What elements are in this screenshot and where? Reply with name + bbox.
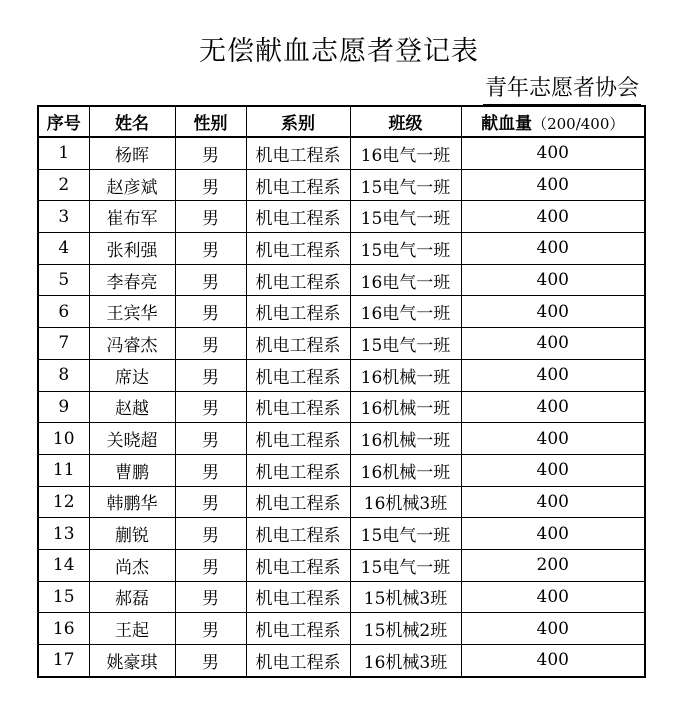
cell-no: 8 — [38, 359, 89, 391]
cell-no: 1 — [38, 137, 89, 169]
cell-no: 13 — [38, 518, 89, 550]
header-gender: 性别 — [175, 106, 246, 137]
header-no: 序号 — [38, 106, 89, 137]
cell-name: 赵彦斌 — [89, 169, 175, 201]
cell-class: 15电气一班 — [350, 233, 461, 265]
table-row — [38, 391, 645, 423]
cell-gender: 男 — [175, 645, 246, 677]
cell-no: 2 — [38, 169, 89, 201]
cell-amount: 400 — [461, 581, 645, 613]
cell-name: 冯睿杰 — [89, 328, 175, 360]
cell-department: 机电工程系 — [246, 454, 350, 486]
cell-gender: 男 — [175, 264, 246, 296]
cell-class: 16电气一班 — [350, 296, 461, 328]
cell-department: 机电工程系 — [246, 391, 350, 423]
table-row — [38, 359, 645, 391]
cell-gender: 男 — [175, 423, 246, 455]
table-row — [38, 201, 645, 233]
cell-department: 机电工程系 — [246, 201, 350, 233]
volunteer-register-table — [37, 105, 646, 678]
cell-name: 赵越 — [89, 391, 175, 423]
cell-gender: 男 — [175, 391, 246, 423]
cell-class: 15电气一班 — [350, 518, 461, 550]
cell-gender: 男 — [175, 328, 246, 360]
cell-name: 郝磊 — [89, 581, 175, 613]
cell-amount: 400 — [461, 169, 645, 201]
cell-gender: 男 — [175, 454, 246, 486]
cell-department: 机电工程系 — [246, 613, 350, 645]
cell-class: 16机械3班 — [350, 486, 461, 518]
cell-department: 机电工程系 — [246, 233, 350, 265]
cell-department: 机电工程系 — [246, 549, 350, 581]
cell-class: 16机械一班 — [350, 454, 461, 486]
cell-no: 15 — [38, 581, 89, 613]
cell-gender: 男 — [175, 613, 246, 645]
cell-amount: 400 — [461, 264, 645, 296]
header-class: 班级 — [350, 106, 461, 137]
cell-no: 3 — [38, 201, 89, 233]
cell-name: 尚杰 — [89, 549, 175, 581]
cell-gender: 男 — [175, 359, 246, 391]
table-body — [38, 137, 645, 677]
cell-name: 王起 — [89, 613, 175, 645]
cell-name: 李春亮 — [89, 264, 175, 296]
cell-amount: 400 — [461, 233, 645, 265]
cell-department: 机电工程系 — [246, 518, 350, 550]
table-row — [38, 613, 645, 645]
cell-class: 15电气一班 — [350, 169, 461, 201]
cell-no: 4 — [38, 233, 89, 265]
cell-gender: 男 — [175, 233, 246, 265]
cell-name: 张利强 — [89, 233, 175, 265]
cell-amount: 400 — [461, 328, 645, 360]
table-row — [38, 328, 645, 360]
cell-gender: 男 — [175, 296, 246, 328]
table-row — [38, 581, 645, 613]
cell-class: 16电气一班 — [350, 264, 461, 296]
header-department: 系别 — [246, 106, 350, 137]
cell-class: 16机械一班 — [350, 359, 461, 391]
table-row — [38, 423, 645, 455]
cell-class: 15电气一班 — [350, 201, 461, 233]
cell-name: 韩鹏华 — [89, 486, 175, 518]
cell-class: 15电气一班 — [350, 549, 461, 581]
cell-amount: 400 — [461, 359, 645, 391]
cell-name: 曹鹏 — [89, 454, 175, 486]
cell-amount: 400 — [461, 423, 645, 455]
cell-gender: 男 — [175, 581, 246, 613]
cell-gender: 男 — [175, 486, 246, 518]
cell-no: 14 — [38, 549, 89, 581]
cell-no: 5 — [38, 264, 89, 296]
cell-department: 机电工程系 — [246, 645, 350, 677]
cell-amount: 400 — [461, 645, 645, 677]
cell-class: 16机械一班 — [350, 391, 461, 423]
cell-department: 机电工程系 — [246, 296, 350, 328]
cell-name: 蒯锐 — [89, 518, 175, 550]
document-title: 无偿献血志愿者登记表 — [199, 36, 479, 67]
table-row — [38, 264, 645, 296]
table-row — [38, 518, 645, 550]
cell-amount: 400 — [461, 486, 645, 518]
cell-class: 15电气一班 — [350, 328, 461, 360]
cell-no: 7 — [38, 328, 89, 360]
cell-class: 15机械3班 — [350, 581, 461, 613]
cell-class: 15机械2班 — [350, 613, 461, 645]
table-row — [38, 296, 645, 328]
cell-department: 机电工程系 — [246, 137, 350, 169]
cell-class: 16电气一班 — [350, 137, 461, 169]
cell-amount: 400 — [461, 613, 645, 645]
cell-gender: 男 — [175, 549, 246, 581]
cell-gender: 男 — [175, 137, 246, 169]
table-header-row — [38, 106, 645, 137]
header-name: 姓名 — [89, 106, 175, 137]
table-row — [38, 486, 645, 518]
cell-class: 16机械3班 — [350, 645, 461, 677]
cell-name: 席达 — [89, 359, 175, 391]
header-amount-unit: （200/400） — [532, 115, 625, 133]
cell-name: 王宾华 — [89, 296, 175, 328]
cell-name: 姚豪琪 — [89, 645, 175, 677]
cell-department: 机电工程系 — [246, 423, 350, 455]
cell-no: 17 — [38, 645, 89, 677]
table-row — [38, 233, 645, 265]
cell-amount: 200 — [461, 549, 645, 581]
cell-gender: 男 — [175, 201, 246, 233]
cell-class: 16机械一班 — [350, 423, 461, 455]
header-amount-label: 献血量 — [481, 114, 533, 134]
cell-no: 9 — [38, 391, 89, 423]
cell-amount: 400 — [461, 137, 645, 169]
cell-department: 机电工程系 — [246, 486, 350, 518]
cell-no: 16 — [38, 613, 89, 645]
header-amount — [461, 106, 645, 137]
cell-department: 机电工程系 — [246, 328, 350, 360]
table-row — [38, 137, 645, 169]
cell-name: 杨晖 — [89, 137, 175, 169]
cell-department: 机电工程系 — [246, 581, 350, 613]
cell-gender: 男 — [175, 169, 246, 201]
cell-amount: 400 — [461, 454, 645, 486]
cell-gender: 男 — [175, 518, 246, 550]
cell-name: 关晓超 — [89, 423, 175, 455]
cell-no: 12 — [38, 486, 89, 518]
cell-no: 11 — [38, 454, 89, 486]
table-row — [38, 169, 645, 201]
cell-no: 10 — [38, 423, 89, 455]
table-row — [38, 645, 645, 677]
cell-department: 机电工程系 — [246, 169, 350, 201]
cell-department: 机电工程系 — [246, 359, 350, 391]
cell-no: 6 — [38, 296, 89, 328]
table-row — [38, 454, 645, 486]
cell-department: 机电工程系 — [246, 264, 350, 296]
cell-amount: 400 — [461, 296, 645, 328]
table-row — [38, 549, 645, 581]
cell-name: 崔布军 — [89, 201, 175, 233]
organization-name: 青年志愿者协会 — [483, 74, 641, 106]
cell-amount: 400 — [461, 518, 645, 550]
cell-amount: 400 — [461, 391, 645, 423]
cell-amount: 400 — [461, 201, 645, 233]
